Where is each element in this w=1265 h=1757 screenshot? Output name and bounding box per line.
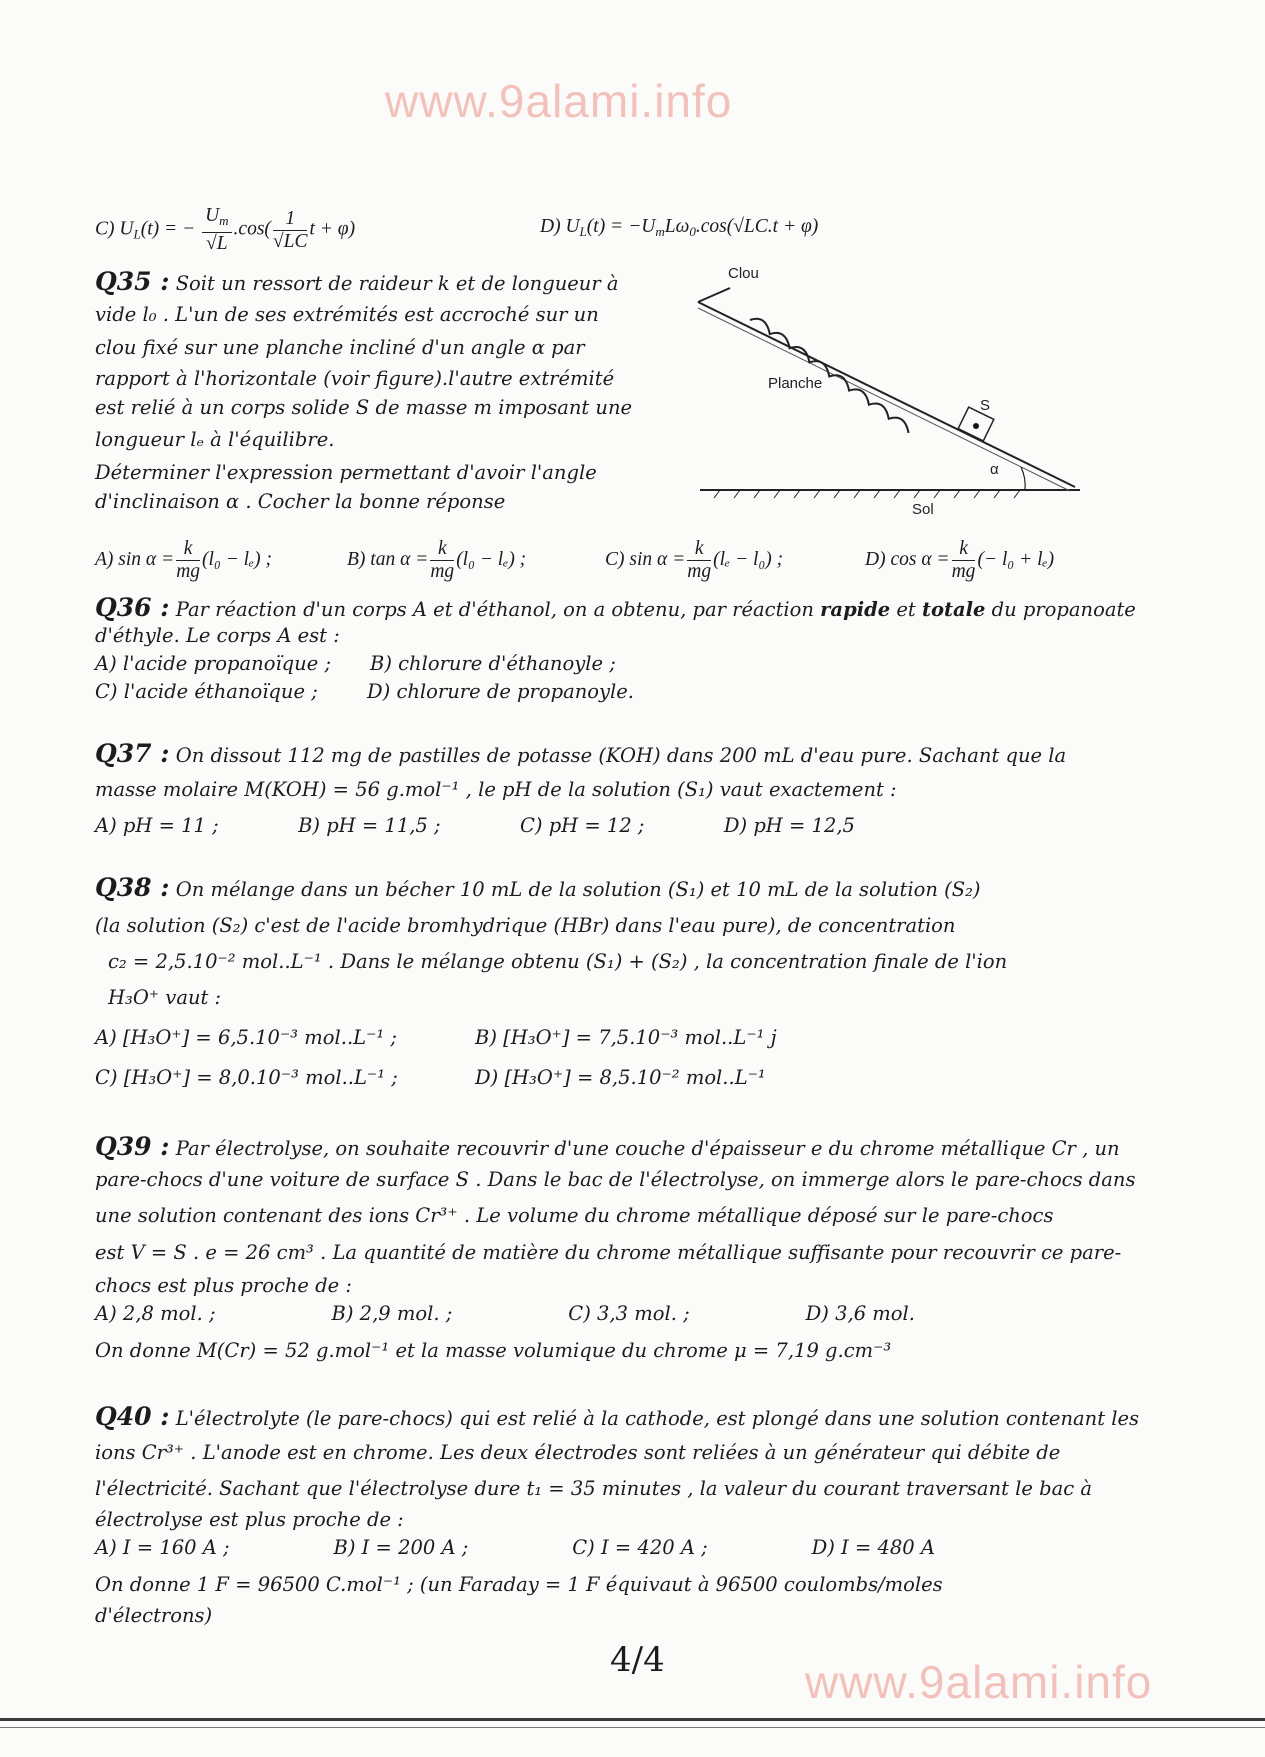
q34-d-rest2: Lω [664, 216, 690, 237]
q39-line-2: pare-chocs d'une voiture de surface S . Dans le bac de l'électrolyse, on immerge alors le pare-chocs dans [95, 1168, 1136, 1191]
q39-opt-c: C) 3,3 mol. ; [568, 1302, 690, 1325]
q36-label: Q36 : [95, 593, 170, 622]
q39-given: On donne M(Cr) = 52 g.mol⁻¹ et la masse volumique du chrome μ = 7,19 g.cm⁻³ [95, 1339, 892, 1362]
q34-c-end: t + φ) [309, 218, 356, 240]
q38-text-1: On mélange dans un bécher 10 mL de la solution (S₁) et 10 mL de la solution (S₂) [175, 878, 981, 901]
q34-c-num-sub: m [219, 213, 229, 228]
q34-c-lhs: U [119, 218, 134, 240]
q34-d-sub2: m [655, 224, 665, 239]
q35-a-frac [176, 538, 200, 583]
q35-a-rhs: (l₀ − lₑ) ; [202, 548, 273, 570]
q35-c-lhs: sin α = [629, 548, 686, 570]
q36-opt-c: C) l'acide éthanoïque ; [95, 680, 318, 703]
q35-option-b [347, 538, 526, 583]
q40-line-2: ions Cr³⁺ . L'anode est en chrome. Les deux électrodes sont reliées à un générateur qui débite de [95, 1441, 1061, 1464]
page-number: 4/4 [610, 1640, 665, 1680]
watermark-top: www.9alami.info [385, 75, 733, 127]
q39-line-4: est V = S . e = 26 cm³ . La quantité de matière du chrome métallique suffisante pour recouvrir ce pare- [95, 1241, 1122, 1264]
q35-b-den: mg [430, 561, 455, 582]
q35-d-lhs: cos α = [890, 548, 950, 570]
q38-line-3: c₂ = 2,5.10⁻² mol..L⁻¹ . Dans le mélange obtenu (S₁) + (S₂) , la concentration finale de l'ion [108, 950, 1008, 973]
q36-line-2: d'éthyle. Le corps A est : [95, 624, 340, 647]
q34-d-sub3: 0 [689, 224, 696, 239]
q37-opt-d: D) pH = 12,5 [723, 814, 855, 837]
q34-c-frac2 [273, 208, 308, 253]
q40-given-1: On donne 1 F = 96500 C.mol⁻¹ ; (un Faraday = 1 F équivaut à 96500 coulombs/moles [95, 1573, 943, 1596]
q40-options [95, 1536, 935, 1560]
q36-opt-b: B) chlorure d'éthanoyle ; [370, 652, 616, 675]
q34-option-d [540, 215, 940, 244]
q34-c-lhs-arg: (t) = − [140, 218, 196, 240]
q35-line-7: Déterminer l'expression permettant d'avoir l'angle [95, 461, 597, 484]
q37-options [95, 814, 855, 838]
q35-c-frac [687, 538, 711, 583]
q34-c-lhs-sub: L [133, 226, 141, 242]
q35-line-6: longueur lₑ à l'équilibre. [95, 428, 335, 451]
q38-opt-a: A) [H₃O⁺] = 6,5.10⁻³ mol..L⁻¹ ; [95, 1026, 397, 1049]
q35-line-2: vide l₀ . L'un de ses extrémités est accroché sur un [95, 303, 599, 326]
q36-bold-totale: totale [921, 598, 986, 621]
q35-a-den: mg [176, 561, 201, 582]
q37-opt-b: B) pH = 11,5 ; [298, 814, 441, 837]
q36-line-1 [95, 593, 1136, 622]
bottom-rule [0, 1718, 1265, 1721]
q36-opt-d: D) chlorure de propanoyle. [367, 680, 635, 703]
q35-d-frac [952, 538, 976, 583]
q35-c-num: k [687, 538, 711, 561]
q34-d-rest3: .cos(√LC.t + φ) [695, 216, 819, 237]
q36-text-b: et [896, 598, 916, 621]
q36-bold-rapide: rapide [820, 598, 891, 621]
figure-label-s: S [980, 397, 991, 414]
q35-c-den: mg [687, 561, 712, 582]
figure-label-sol: Sol [912, 501, 934, 517]
q35-line-5: est relié à un corps solide S de masse m imposant une [95, 396, 633, 419]
q37-label: Q37 : [95, 739, 170, 768]
q37-opt-a: A) pH = 11 ; [95, 814, 219, 837]
q37-text-1: On dissout 112 mg de pastilles de potasse (KOH) dans 200 mL d'eau pure. Sachant que la [175, 744, 1067, 767]
watermark-bottom: www.9alami.info [805, 1656, 1153, 1708]
q36-opt-a: A) l'acide propanoïque ; [95, 652, 332, 675]
bottom-rule-thin [0, 1727, 1265, 1728]
q35-line-3: clou fixé sur une planche incliné d'un angle α par [95, 336, 585, 359]
q34-c-label: C) [95, 218, 115, 240]
q40-opt-c: C) I = 420 A ; [572, 1536, 708, 1559]
q34-d-text: U [565, 216, 580, 237]
q36-text-a: Par réaction d'un corps A et d'éthanol, on a obtenu, par réaction [175, 598, 814, 621]
q39-label: Q39 : [95, 1132, 170, 1161]
q34-c-den: √L [206, 233, 228, 254]
q34-c-num: U [205, 205, 220, 226]
q38-opt-d: D) [H₃O⁺] = 8,5.10⁻² mol..L⁻¹ [475, 1066, 766, 1089]
figure-label-clou: Clou [728, 265, 759, 282]
q34-c-frac1 [202, 205, 231, 255]
q35-d-den: mg [951, 561, 976, 582]
figure-label-alpha: α [990, 461, 999, 478]
q35-line-8: d'inclinaison α . Cocher la bonne réponse [95, 490, 506, 513]
q40-line-3: l'électricité. Sachant que l'électrolyse dure t₁ = 35 minutes , la valeur du courant traversant le bac à [95, 1477, 1092, 1500]
q34-c-den2: √LC [272, 230, 308, 252]
q36-text-c: du propanoate [991, 598, 1136, 621]
q40-opt-d: D) I = 480 A [811, 1536, 935, 1559]
q39-opt-a: A) 2,8 mol. ; [95, 1302, 216, 1325]
q40-text-1: L'électrolyte (le pare-chocs) qui est relié à la cathode, est plongé dans une solution contenant les [175, 1407, 1140, 1430]
q35-c-rhs: (lₑ − l₀) ; [713, 548, 784, 570]
q34-d-rest: (t) = −U [586, 216, 656, 237]
q35-b-num: k [430, 538, 454, 561]
q34-c-num2: 1 [273, 208, 308, 231]
q35-c-label: C) [605, 548, 625, 570]
q35-option-d [865, 538, 1054, 583]
q38-label: Q38 : [95, 873, 170, 902]
q38-opt-b: B) [H₃O⁺] = 7,5.10⁻³ mol..L⁻¹ j [475, 1026, 777, 1049]
q35-b-lhs: tan α = [370, 548, 429, 570]
q40-line-1 [95, 1402, 1140, 1431]
q35-a-lhs: sin α = [118, 548, 175, 570]
q35-label: Q35 : [95, 267, 170, 296]
q34-d-sub: L [579, 224, 587, 239]
q40-line-4: électrolyse est plus proche de : [95, 1508, 404, 1531]
q39-options [95, 1302, 915, 1326]
q35-b-frac [430, 538, 454, 583]
q35-b-label: B) [347, 548, 366, 570]
q38-line-4: H₃O⁺ vaut : [108, 986, 222, 1009]
q40-given-2: d'électrons) [95, 1604, 213, 1627]
q35-a-num: k [176, 538, 200, 561]
q34-c-mid: .cos( [233, 218, 271, 240]
q35-d-label: D) [865, 548, 886, 570]
q35-b-rhs: (l₀ − lₑ) ; [456, 548, 527, 570]
q35-d-num: k [952, 538, 976, 561]
q38-opt-c: C) [H₃O⁺] = 8,0.10⁻³ mol..L⁻¹ ; [95, 1066, 398, 1089]
figure-label-planche: Planche [768, 375, 823, 392]
q37-line-2: masse molaire M(KOH) = 56 g.mol⁻¹ , le pH de la solution (S₁) vaut exactement : [95, 778, 897, 801]
q35-text-1: Soit un ressort de raideur k et de longueur à [175, 272, 619, 295]
q39-line-3: une solution contenant des ions Cr³⁺ . Le volume du chrome métallique déposé sur le pare-chocs [95, 1204, 1054, 1227]
q34-option-c [95, 205, 535, 255]
q40-label: Q40 : [95, 1402, 170, 1431]
q39-line-1 [95, 1132, 1130, 1161]
q38-line-1 [95, 873, 1130, 902]
q37-line-1 [95, 739, 1130, 768]
q35-line-1 [95, 267, 635, 296]
q35-line-4: rapport à l'horizontale (voir figure).l'autre extrémité [95, 367, 615, 390]
q39-opt-d: D) 3,6 mol. [805, 1302, 915, 1325]
q40-opt-b: B) I = 200 A ; [333, 1536, 469, 1559]
q39-text-1: Par électrolyse, on souhaite recouvrir d'une couche d'épaisseur e du chrome métallique Cr , un [175, 1137, 1120, 1160]
inclined-plane-figure [690, 262, 1090, 517]
q38-line-2: (la solution (S₂) c'est de l'acide bromhydrique (HBr) dans l'eau pure), de concentration [95, 914, 956, 937]
q39-opt-b: B) 2,9 mol. ; [331, 1302, 453, 1325]
q34-d-label: D) [540, 216, 561, 237]
q35-d-rhs: (− l₀ + lₑ) [977, 548, 1055, 570]
q35-option-a [95, 538, 272, 583]
q35-option-c [605, 538, 783, 583]
q37-opt-c: C) pH = 12 ; [519, 814, 645, 837]
q35-a-label: A) [95, 548, 114, 570]
q40-opt-a: A) I = 160 A ; [95, 1536, 230, 1559]
q39-line-5: chocs est plus proche de : [95, 1274, 352, 1297]
